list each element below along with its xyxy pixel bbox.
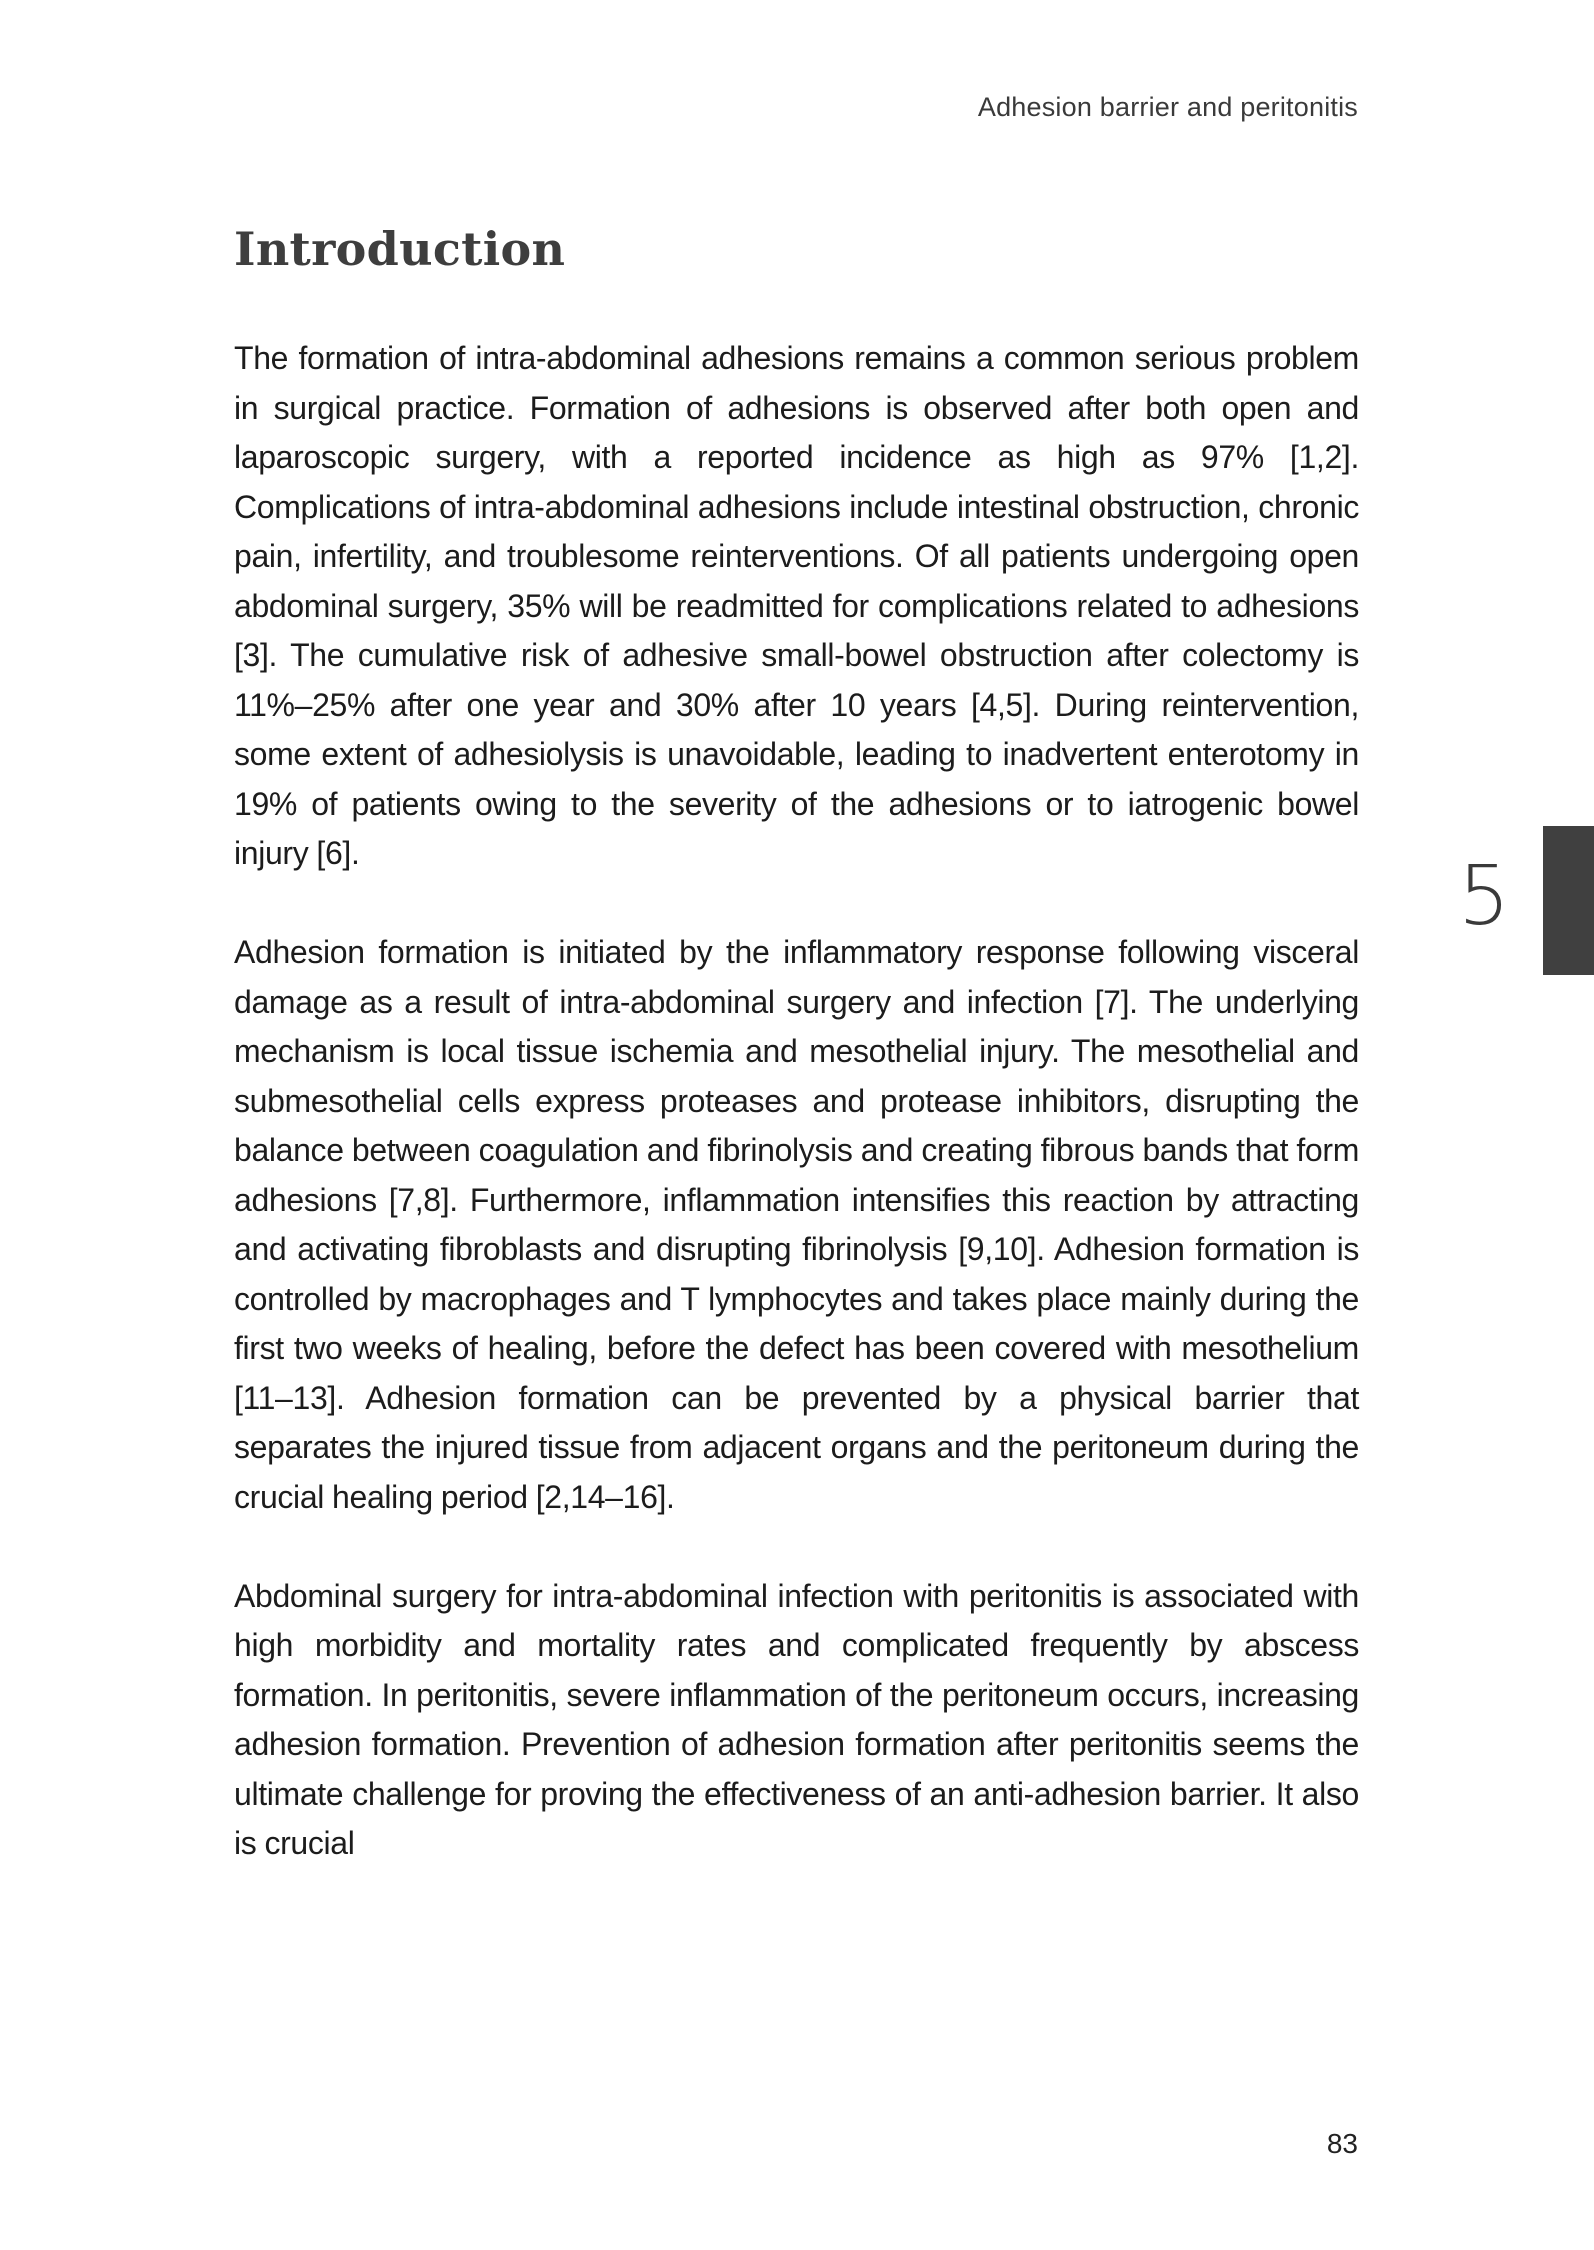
page-number: 83 bbox=[1326, 2128, 1358, 2159]
paragraph-1: The formation of intra-abdominal adhesions remains a common serious problem in surgical practice. Formation of adhesions is observed after both open and laparoscopic surgery, with a reported incidence as high as 97% [1,2]. Complications of intra-abdominal adhesions include intestinal obstruction, chronic pain, infertility, and troublesome reinterventions. Of all patients undergoing open abdominal surgery, 35% will be readmitted for complications related to adhesions [3]. The cumulative risk of adhesive small-bowel obstruction after colectomy is 11%–25% after one year and 30% after 10 years [4,5]. During reintervention, some extent of adhesiolysis is unavoidable, leading to inadvertent enterotomy in 19% of patients owing to the severity of the adhesions or to iatrogenic bowel injury [6]. bbox=[234, 340, 1359, 871]
running-header: Adhesion barrier and peritonitis bbox=[977, 92, 1358, 122]
chapter-thumb-tab bbox=[1543, 826, 1594, 975]
section-title: Introduction bbox=[234, 222, 566, 276]
body-text bbox=[234, 334, 1359, 1918]
chapter-number: 5 bbox=[1458, 849, 1511, 944]
paragraph-2: Adhesion formation is initiated by the inflammatory response following visceral damage as a result of intra-abdominal surgery and infection [7]. The underlying mechanism is local tissue ischemia and mesothelial injury. The mesothelial and submesothelial cells express proteases and protease inhibitors, disrupting the balance between coagulation and fibrinolysis and creating fibrous bands that form adhesions [7,8]. Furthermore, inflammation intensifies this reaction by attracting and activating fibroblasts and disrupting fibrinolysis [9,10]. Adhesion formation is controlled by macrophages and T lymphocytes and takes place mainly during the first two weeks of healing, before the defect has been covered with mesothelium [11–13]. Adhesion formation can be prevented by a physical barrier that separates the injured tissue from adjacent organs and the peritoneum during the crucial healing period [2,14–16]. bbox=[234, 934, 1359, 1515]
paragraph-3: Abdominal surgery for intra-abdominal infection with peritonitis is associated with high morbidity and mortality rates and complicated frequently by abscess formation. In peritonitis, severe inflammation of the peritoneum occurs, increasing adhesion formation. Prevention of adhesion formation after peritonitis seems the ultimate challenge for proving the effectiveness of an anti-adhesion barrier. It also is crucial bbox=[234, 1577, 1359, 1861]
